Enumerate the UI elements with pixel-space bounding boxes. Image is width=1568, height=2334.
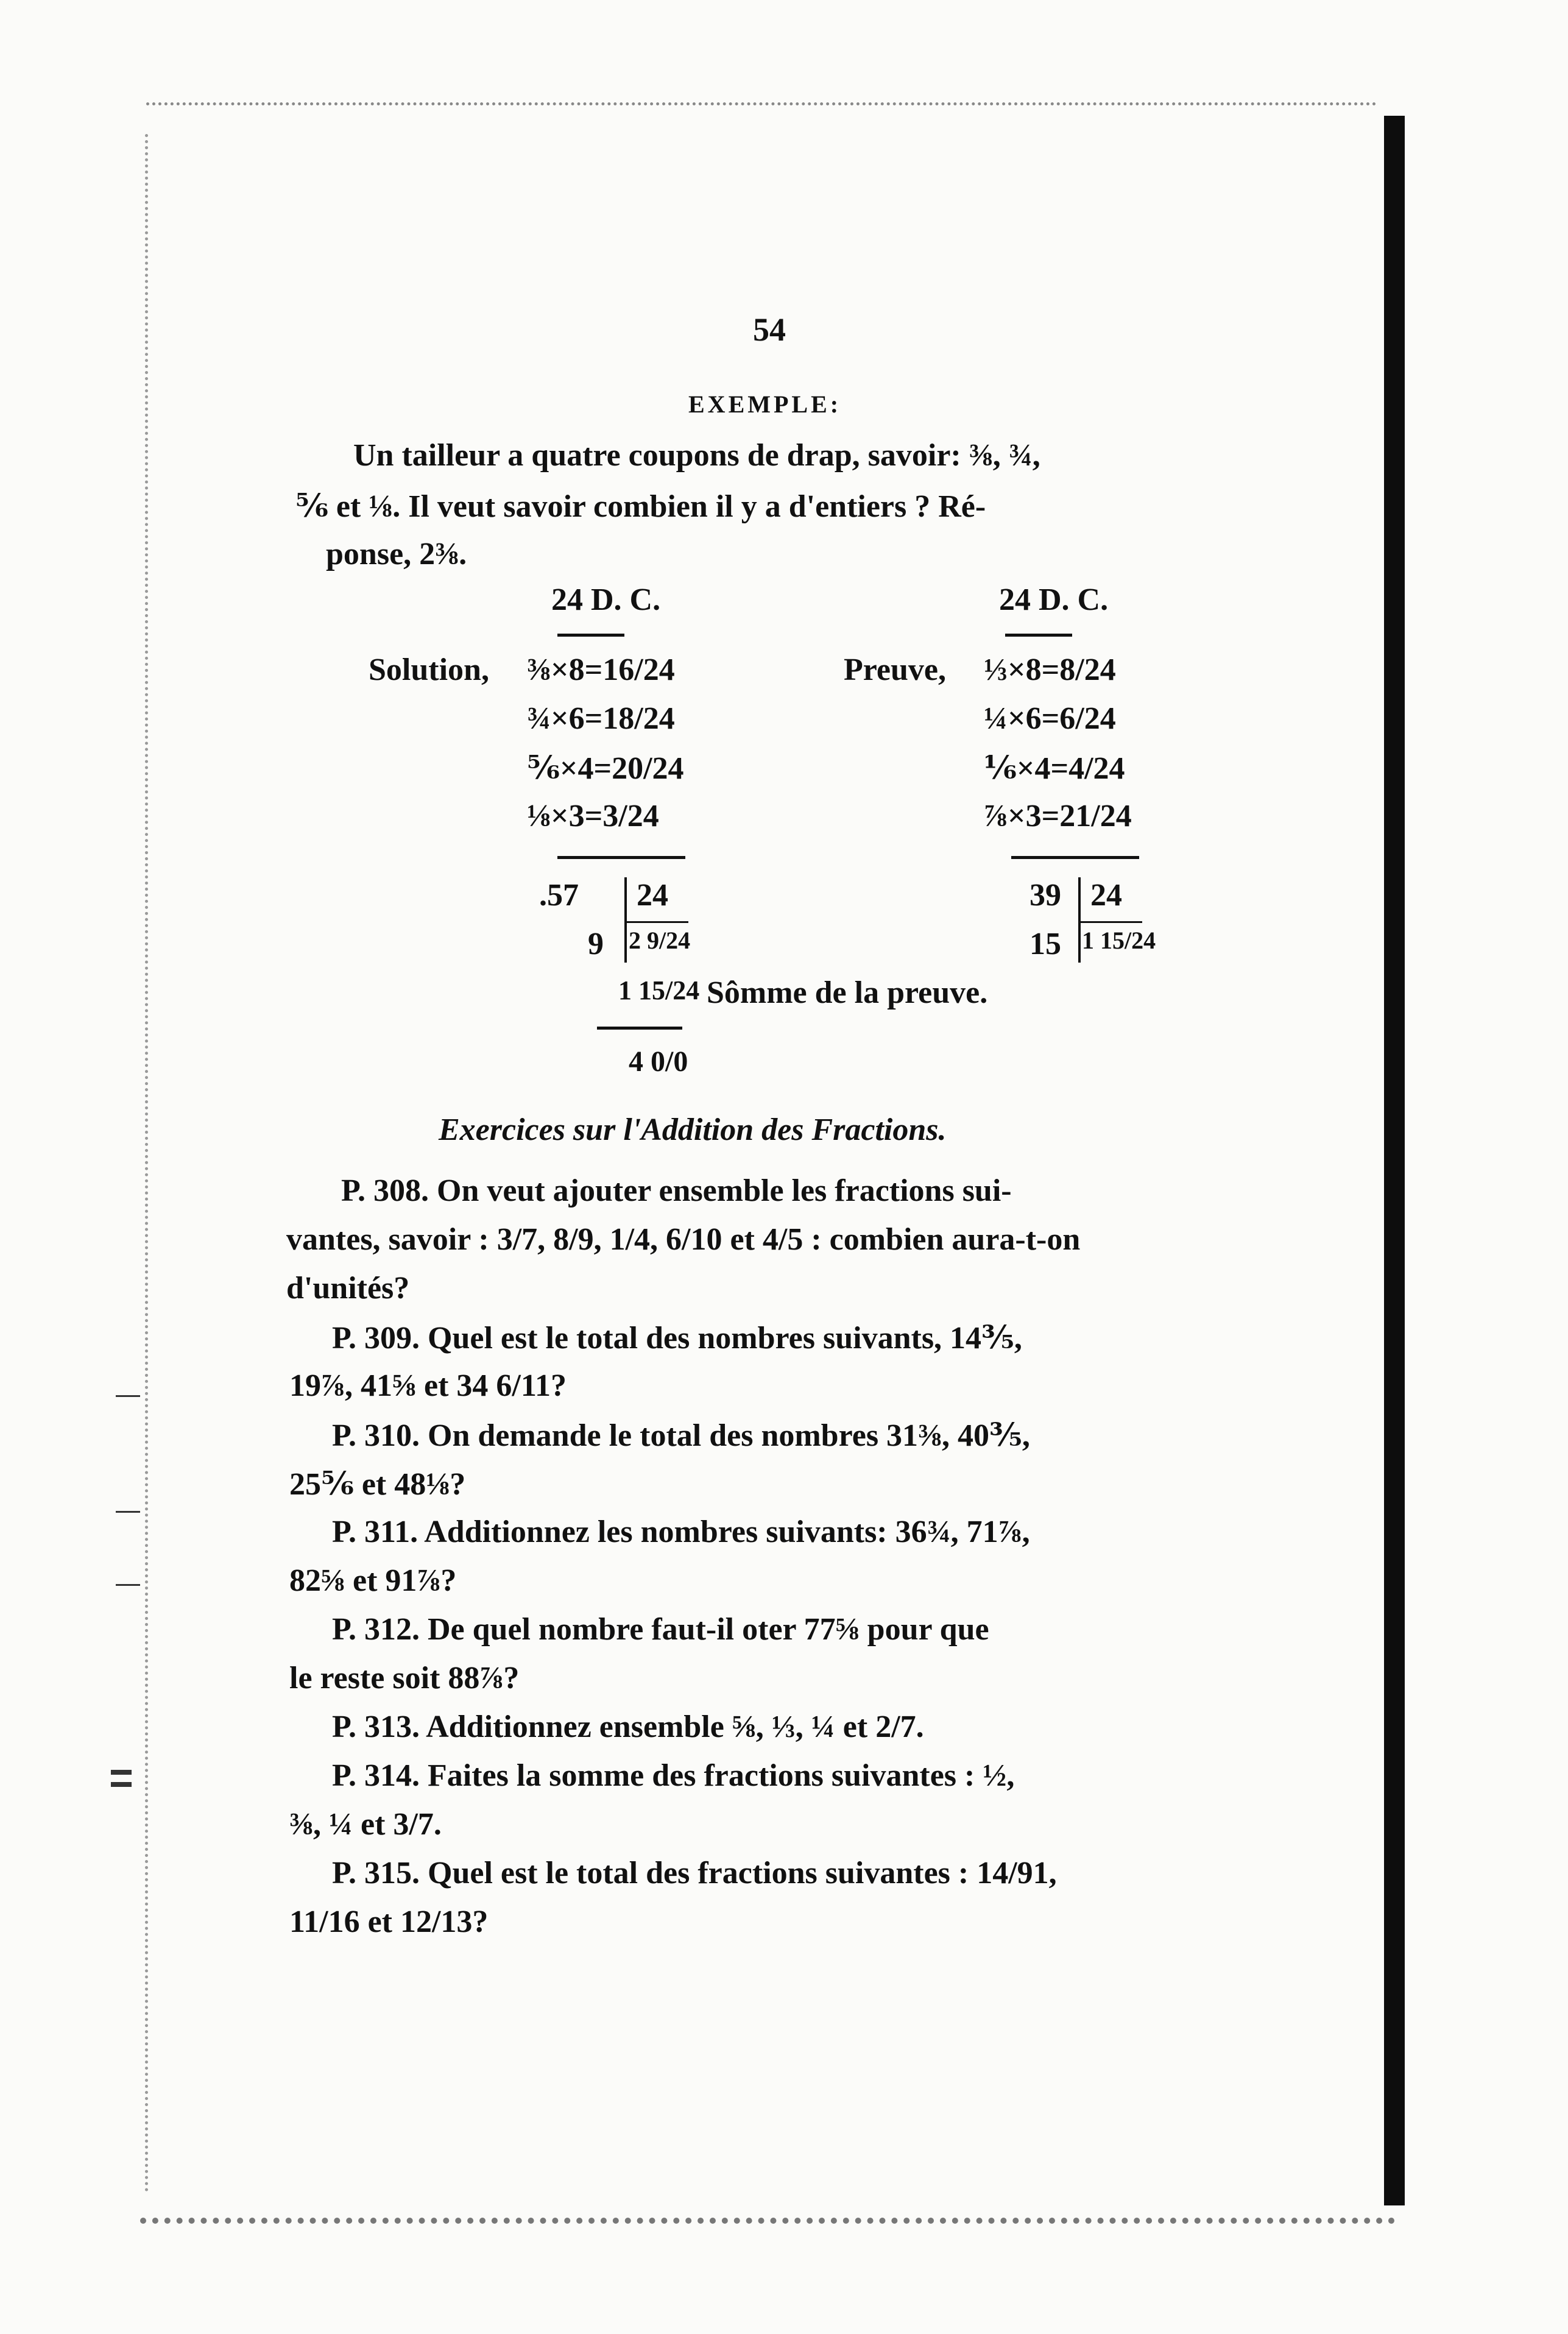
division-bar [624, 877, 627, 963]
exercise-line: P. 311. Additionnez les nombres suivants: 36¾, 71⅞, [332, 1515, 1030, 1549]
exercise-line: P. 315. Quel est le total des fractions suivantes : 14/91, [332, 1856, 1057, 1890]
solution-row: ⅛×3=3/24 [527, 799, 659, 833]
page-number: 54 [753, 311, 786, 348]
solution-row: ⅜×8=16/24 [527, 652, 675, 687]
proof-caption: Sômme de la preuve. [707, 975, 988, 1010]
proof-row: ⅓×8=8/24 [984, 652, 1116, 687]
exercise-line: P. 308. On veut ajouter ensemble les fractions sui- [341, 1173, 1012, 1208]
exercise-line: vantes, savoir : 3/7, 8/9, 1/4, 6/10 et 4/5 : combien aura-t-on [286, 1222, 1081, 1257]
proof-row: ⅞×3=21/24 [984, 799, 1132, 833]
solution-divisor: 24 [637, 878, 668, 913]
proof-total: 39 [1029, 878, 1061, 913]
exercise-line: P. 312. De quel nombre faut-il oter 77⅝ pour que [332, 1612, 989, 1647]
exercise-line: le reste soit 88⅞? [289, 1661, 520, 1696]
exercise-line: P. 313. Additionnez ensemble ⅝, ⅓, ¼ et 2/7. [332, 1710, 924, 1744]
exercise-line: d'unités? [286, 1271, 410, 1306]
exercise-line: 82⅝ et 91⅞? [289, 1563, 457, 1598]
rule [1005, 634, 1072, 637]
solution-row: ⅚×4=20/24 [527, 751, 684, 786]
book-spine-shadow [1384, 116, 1405, 2205]
intro-line-2: ⅚ et ⅛. Il veut savoir combien il y a d'entiers ? Ré- [295, 489, 986, 524]
intro-line-1: Un tailleur a quatre coupons de drap, savoir: ⅜, ¾, [353, 438, 1040, 473]
page-edge-bottom [140, 2218, 1395, 2224]
rule [597, 1027, 682, 1030]
exercise-line: 25⅚ et 48⅛? [289, 1467, 466, 1502]
margin-mark [116, 1511, 140, 1513]
proof-dc-label: 24 D. C. [999, 582, 1109, 617]
solution-row: ¾×6=18/24 [527, 701, 675, 736]
proof-remainder: 15 [1029, 927, 1061, 961]
rule [557, 634, 624, 637]
margin-mark [116, 1584, 140, 1586]
section-title: Exercices sur l'Addition des Fractions. [439, 1112, 947, 1147]
margin-mark [116, 1395, 140, 1397]
proof-label: Preuve, [844, 652, 946, 687]
exercise-line: P. 314. Faites la somme des fractions suivantes : ½, [332, 1758, 1015, 1793]
exercise-line: P. 309. Quel est le total des nombres suivants, 14⅗, [332, 1321, 1022, 1356]
solution-label: Solution, [369, 652, 489, 687]
margin-mark [111, 1770, 132, 1775]
proof-quotient: 1 15/24 [1082, 927, 1156, 954]
division-rule [1078, 921, 1142, 923]
division-bar [1078, 877, 1081, 963]
solution-remainder: 9 [588, 927, 604, 961]
exercise-line: 11/16 et 12/13? [289, 1904, 489, 1939]
proof-divisor: 24 [1090, 878, 1122, 913]
rule [1011, 856, 1139, 859]
proof-row: ¼×6=6/24 [984, 701, 1116, 736]
solution-final: 4 0/0 [629, 1045, 688, 1078]
rule [557, 856, 685, 859]
exercise-line: 19⅞, 41⅝ et 34 6/11? [289, 1368, 567, 1403]
margin-mark [111, 1782, 132, 1787]
solution-total: .57 [539, 878, 579, 913]
exercise-line: ⅜, ¼ et 3/7. [289, 1807, 442, 1842]
proof-row: ⅙×4=4/24 [984, 751, 1125, 786]
example-heading: EXEMPLE: [688, 391, 842, 418]
intro-line-3: ponse, 2⅜. [326, 537, 467, 571]
solution-quotient: 2 9/24 [629, 927, 691, 954]
solution-sum-line: 1 15/24 [618, 975, 700, 1005]
solution-dc-label: 24 D. C. [551, 582, 661, 617]
exercise-line: P. 310. On demande le total des nombres 31⅜, 40⅗, [332, 1418, 1030, 1453]
page-edge-left [145, 134, 148, 2193]
division-rule [624, 921, 688, 923]
page-edge-top [146, 102, 1377, 105]
